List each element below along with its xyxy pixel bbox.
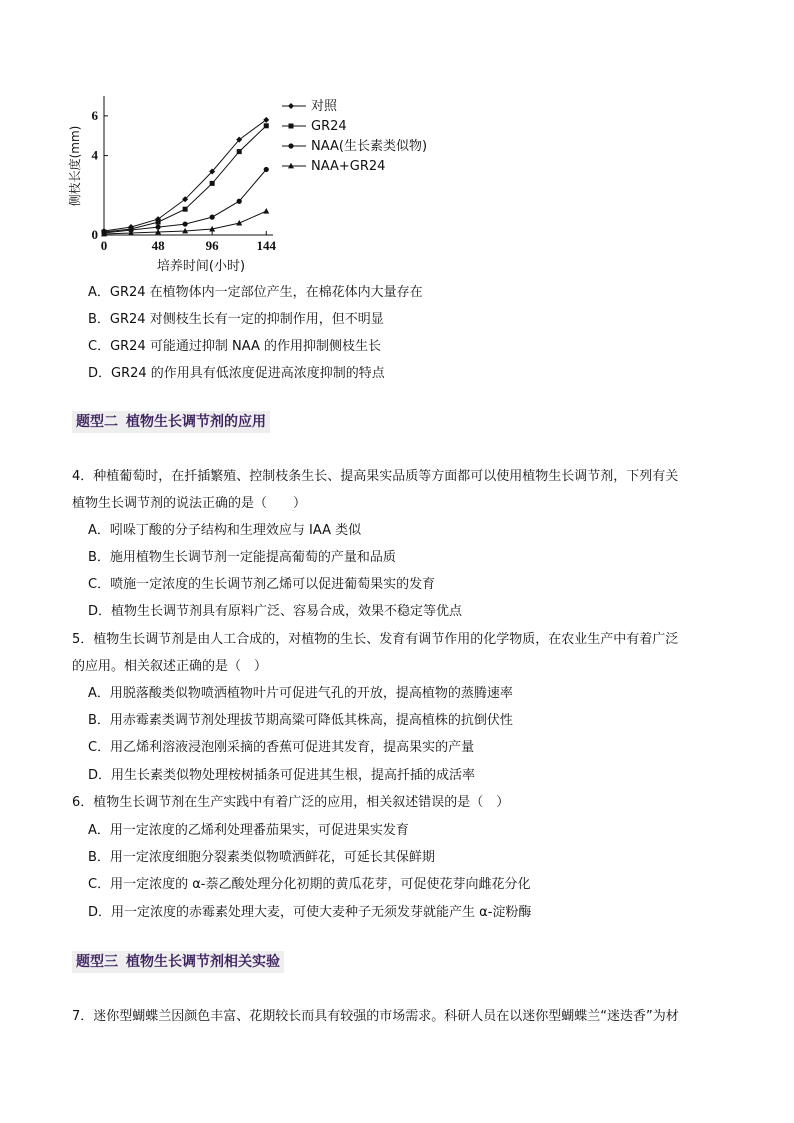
q4-option-a: A．吲哚丁酸的分子结构和生理效应与 IAA 类似	[88, 523, 362, 538]
section-heading-2	[72, 411, 270, 433]
q6-stem-line-1: 6．植物生长调节剂在生产实践中有着广泛的应用，相关叙述错误的是（ ）	[72, 795, 510, 810]
q5-stem-line-1: 5．植物生长调节剂是由人工合成的，对植物的生长、发育有调节作用的化学物质，在农业生产中有着广泛	[72, 632, 679, 647]
q4-stem-line-2: 植物生长调节剂的说法正确的是（ ）	[72, 496, 307, 511]
section-2-label: 题型二	[76, 414, 118, 430]
legend-label: 对照	[311, 99, 338, 114]
section-heading-3	[72, 951, 284, 973]
data-point-series-3	[183, 221, 188, 226]
q3-option-a: A．GR24 在植物体内一定部位产生，在棉花体内大量存在	[88, 285, 423, 300]
section-2-title: 植物生长调节剂的应用	[126, 414, 266, 430]
series-line-2	[104, 126, 266, 232]
section-3-title: 植物生长调节剂相关实验	[126, 954, 280, 970]
data-point-series-2	[237, 149, 242, 154]
x-tick-label: 0	[100, 238, 108, 253]
x-tick-label: 48	[151, 238, 165, 253]
q5-stem-line-2: 的应用。相关叙述正确的是（ ）	[72, 659, 268, 674]
y-tick-label: 0	[91, 227, 98, 242]
x-tick-label: 144	[256, 238, 276, 253]
q6-option-b: B．用一定浓度细胞分裂素类似物喷洒鲜花，可延长其保鲜期	[88, 850, 435, 865]
data-point-series-3	[237, 199, 242, 204]
y-tick-label: 4	[91, 147, 98, 163]
series-line-1	[104, 120, 266, 231]
section-3-label: 题型三	[76, 954, 118, 970]
legend-label: GR24	[311, 119, 347, 134]
q4-option-b: B．施用植物生长调节剂一定能提高葡萄的产量和品质	[88, 550, 396, 565]
q3-option-d: D．GR24 的作用具有低浓度促进高浓度抑制的特点	[88, 366, 385, 381]
q5-option-c: C．用乙烯利溶液浸泡刚采摘的香蕉可促进其发育，提高果实的产量	[88, 740, 475, 755]
legend-label: NAA(生长素类似物)	[311, 139, 428, 154]
data-point-series-4	[263, 208, 269, 214]
q5-option-b: B．用赤霉素类调节剂处理拔节期高粱可降低其株高，提高植株的抗倒伏性	[88, 713, 513, 728]
data-point-series-2	[183, 207, 188, 212]
legend-marker	[288, 143, 293, 148]
y-axis-label: 侧枝长度(mm)	[68, 125, 82, 207]
data-point-series-2	[210, 181, 215, 186]
data-point-series-3	[210, 215, 215, 220]
q6-option-c: C．用一定浓度的 α-萘乙酸处理分化初期的黄瓜花芽，可促使花芽向雌花分化	[88, 877, 531, 892]
q3-option-c: C．GR24 可能通过抑制 NAA 的作用抑制侧枝生长	[88, 339, 381, 354]
q7-stem-line-1: 7．迷你型蝴蝶兰因颜色丰富、花期较长而具有较强的市场需求。科研人员在以迷你型蝴蝶兰“迷迭香”为材	[72, 1009, 679, 1024]
data-point-series-3	[264, 167, 269, 172]
y-tick-label: 6	[91, 107, 98, 123]
data-point-series-2	[156, 220, 161, 225]
legend	[282, 98, 427, 174]
q6-option-d: D．用一定浓度的赤霉素处理大麦，可使大麦种子无须发芽就能产生 α-淀粉酶	[88, 905, 532, 920]
plot-area	[92, 96, 277, 253]
x-tick-label: 96	[205, 238, 219, 253]
legend-label: NAA+GR24	[311, 159, 386, 174]
q6-option-a: A．用一定浓度的乙烯利处理番茄果实，可促进果实发育	[88, 823, 409, 838]
q4-stem-line-1: 4．种植葡萄时，在扦插繁殖、控制枝条生长、提高果实品质等方面都可以使用植物生长调节剂，下列有关	[72, 469, 679, 484]
q5-option-d: D．用生长素类似物处理桉树插条可促进其生根，提高扦插的成活率	[88, 768, 476, 783]
q4-option-c: C．喷施一定浓度的生长调节剂乙烯可以促进葡萄果实的发育	[88, 577, 436, 592]
q4-option-d: D．植物生长调节剂具有原料广泛、容易合成，效果不稳定等优点	[88, 604, 463, 619]
q5-option-a: A．用脱落酸类似物喷洒植物叶片可促进气孔的开放，提高植物的蒸腾速率	[88, 686, 513, 701]
line-chart	[60, 88, 460, 278]
q3-option-b: B．GR24 对侧枝生长有一定的抑制作用，但不明显	[88, 312, 384, 327]
x-axis-label: 培养时间(小时)	[156, 259, 246, 274]
data-point-series-2	[264, 123, 269, 128]
legend-marker	[289, 124, 294, 129]
legend-marker	[288, 103, 294, 109]
